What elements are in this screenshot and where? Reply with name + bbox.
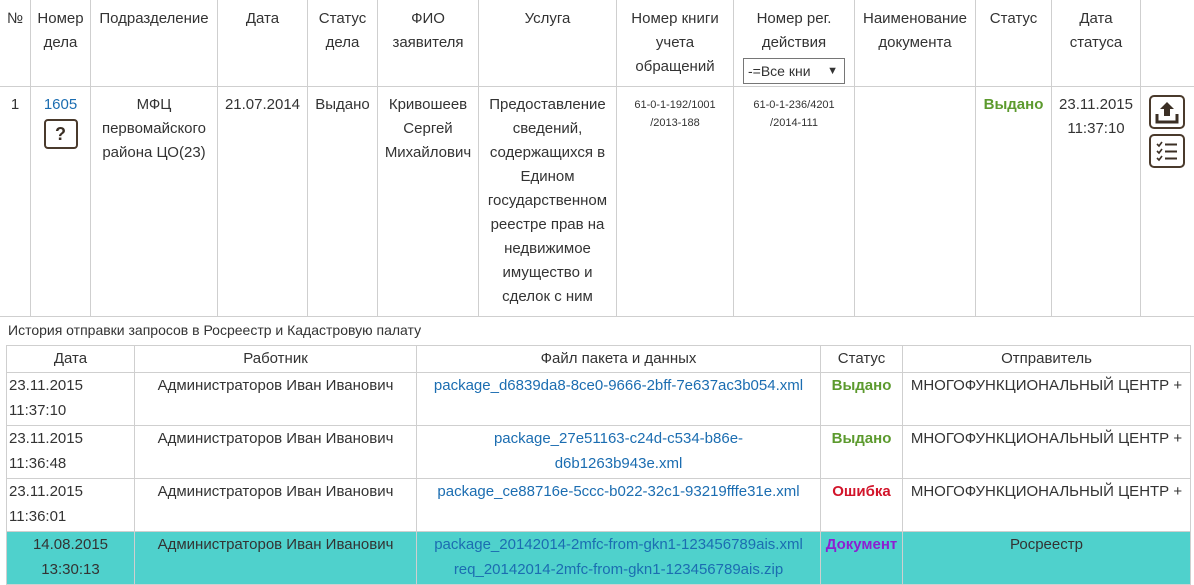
col-date-header: Дата xyxy=(218,0,308,86)
col-case-status-header: Статус дела xyxy=(308,0,378,86)
case-no-link[interactable]: 1605 xyxy=(43,96,78,113)
history-status: Выдано xyxy=(821,426,903,479)
case-reg-no-line2: /2014-111 xyxy=(770,117,818,129)
table-row xyxy=(7,373,1191,426)
history-file-cell xyxy=(417,532,821,585)
case-status-date: 23.11.2015 11:37:10 xyxy=(1052,86,1141,316)
case-book-no-line1: 61-0-1-192/1001 xyxy=(634,99,716,111)
case-book-no xyxy=(617,86,734,316)
history-date: 23.11.2015 11:37:10 xyxy=(7,373,135,426)
case-service: Предоставление сведений, содержащихся в Едином государственном реестре прав на недвижимое имущество и сделок с ним xyxy=(479,86,617,316)
history-worker: Администраторов Иван Иванович xyxy=(135,373,417,426)
history-file-link-2[interactable]: req_20142014-2mfc-from-gkn1-123456789ais.zip xyxy=(453,561,784,578)
case-department: МФЦ первомайского района ЦО(23) xyxy=(91,86,218,316)
history-file-cell xyxy=(417,426,821,479)
history-date: 23.11.2015 11:36:48 xyxy=(7,426,135,479)
book-filter-value: -=Все кни xyxy=(748,63,811,79)
col-reg-no-header xyxy=(734,0,855,86)
history-table xyxy=(6,345,1191,585)
case-book-no-line2: /2013-188 xyxy=(650,117,700,129)
table-row xyxy=(7,426,1191,479)
case-applicant: Кривошеев Сергей Михайлович xyxy=(378,86,479,316)
history-sender: Росреестр xyxy=(903,532,1191,585)
history-status: Ошибка xyxy=(821,479,903,532)
history-file-link[interactable]: package_d6839da8-8ce0-9666-2bff-7e637ac3b054.xml xyxy=(433,377,804,394)
history-worker: Администраторов Иван Иванович xyxy=(135,426,417,479)
col-actions-header xyxy=(1141,0,1194,86)
history-worker: Администраторов Иван Иванович xyxy=(135,532,417,585)
case-num: 1 xyxy=(0,86,31,316)
help-icon[interactable]: ? xyxy=(44,119,78,149)
upload-button[interactable] xyxy=(1149,95,1185,129)
col-status-header: Статус xyxy=(976,0,1052,86)
history-file-cell xyxy=(417,479,821,532)
history-file-header: Файл пакета и данных xyxy=(417,346,821,373)
history-date: 14.08.2015 13:30:13 xyxy=(7,532,135,585)
history-sender: МНОГОФУНКЦИОНАЛЬНЫЙ ЦЕНТР + xyxy=(903,479,1191,532)
col-applicant-header: ФИО заявителя xyxy=(378,0,479,86)
col-num-header: № xyxy=(0,0,31,86)
col-book-no-header: Номер книги учета обращений xyxy=(617,0,734,86)
case-actions xyxy=(1141,86,1194,316)
case-doc-name xyxy=(855,86,976,316)
case-status-badge: Выдано xyxy=(976,86,1052,316)
case-status: Выдано xyxy=(308,86,378,316)
case-date: 21.07.2014 xyxy=(218,86,308,316)
col-case-no-header: Номер дела xyxy=(31,0,91,86)
col-status-date-header: Дата статуса xyxy=(1052,0,1141,86)
case-reg-no xyxy=(734,86,855,316)
checklist-icon xyxy=(1151,136,1183,166)
history-sender-header: Отправитель xyxy=(903,346,1191,373)
history-date-header: Дата xyxy=(7,346,135,373)
col-doc-name-header: Наименование документа xyxy=(855,0,976,86)
col-reg-no-label: Номер рег. действия xyxy=(756,10,832,51)
history-title: История отправки запросов в Росреестр и Кадастровую палату xyxy=(8,322,422,338)
history-date: 23.11.2015 11:36:01 xyxy=(7,479,135,532)
history-worker-header: Работник xyxy=(135,346,417,373)
case-no-cell xyxy=(31,86,91,316)
history-file-cell xyxy=(417,373,821,426)
history-status: Выдано xyxy=(821,373,903,426)
col-service-header: Услуга xyxy=(479,0,617,86)
checklist-button[interactable] xyxy=(1149,134,1185,168)
case-reg-no-line1: 61-0-1-236/4201 xyxy=(753,99,835,111)
table-row xyxy=(7,532,1191,585)
chevron-down-icon: ▼ xyxy=(827,65,838,77)
history-sender: МНОГОФУНКЦИОНАЛЬНЫЙ ЦЕНТР + xyxy=(903,373,1191,426)
history-file-link[interactable]: package_27e51163-c24d-c534-b86e-d6b1263b943e.xml xyxy=(493,430,744,472)
book-filter-select[interactable] xyxy=(743,58,845,84)
history-file-link[interactable]: package_20142014-2mfc-from-gkn1-123456789ais.xml xyxy=(434,536,803,553)
history-worker: Администраторов Иван Иванович xyxy=(135,479,417,532)
history-sender: МНОГОФУНКЦИОНАЛЬНЫЙ ЦЕНТР + xyxy=(903,426,1191,479)
col-department-header: Подразделение xyxy=(91,0,218,86)
upload-icon xyxy=(1151,97,1183,127)
history-status-header: Статус xyxy=(821,346,903,373)
table-row xyxy=(7,479,1191,532)
history-file-link[interactable]: package_ce88716e-5ccc-b022-32c1-93219fffe31e.xml xyxy=(437,483,800,500)
history-status: Документ xyxy=(821,532,903,585)
divider xyxy=(0,316,1194,317)
